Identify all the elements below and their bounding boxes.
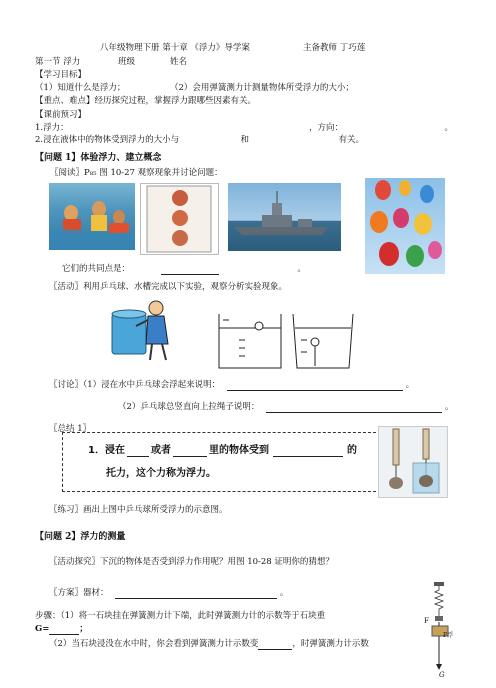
- preview-q1-direction: ，方向：: [309, 123, 344, 133]
- step-1-g-blank[interactable]: [49, 625, 79, 635]
- plan-materials-blank[interactable]: [115, 589, 277, 599]
- problem2-heading: 【问题 2】浮力的测量: [35, 532, 126, 542]
- swimmers-photo: [49, 183, 135, 250]
- reading-instruction: 〖阅读〗P₈₅ 图 10-27 观察现象并讨论问题：: [50, 168, 223, 178]
- teacher-name: 主备教师 丁巧莲: [303, 43, 366, 53]
- preview-q2-and: 和: [240, 135, 250, 145]
- summary-line-1: [88, 444, 357, 457]
- common-point-label: 它们的共同点是：: [62, 264, 131, 274]
- discussion-2: [118, 402, 453, 413]
- problem1-heading: 【问题 1】体验浮力、建立概念: [35, 153, 162, 163]
- preview-q1-label: 1.浮力：: [35, 123, 69, 133]
- goals-heading: 【学习目标】: [35, 70, 87, 80]
- name-label: 姓名: [170, 57, 188, 67]
- force-f-label: F: [424, 617, 429, 625]
- summary-blank-3[interactable]: [273, 447, 343, 457]
- preview-heading: 【课前预习】: [35, 110, 87, 120]
- preview-q1-blank[interactable]: [71, 125, 306, 134]
- summary-label: 〖总结 1〗: [49, 424, 92, 434]
- goal-item-1: （1）知道什么是浮力；: [35, 83, 126, 93]
- activity-instruction: 〖活动〗利用乒乓球、水槽完成以下实验，观察分析实验现象。: [49, 282, 288, 292]
- gravity-g-label: G: [439, 671, 445, 679]
- summary-part-a: 1．浸在: [88, 445, 125, 456]
- discussion-2-label: （2）乒乓球总竖直向上拉绳子说明：: [118, 402, 260, 412]
- beakers-diagram: [215, 312, 355, 372]
- step-2-blank[interactable]: [258, 640, 292, 650]
- warship-photo: [228, 183, 341, 251]
- class-label: 班级: [118, 57, 136, 67]
- practice-instruction: 〖练习〗画出上图中乒乓球所受浮力的示意图。: [49, 505, 228, 515]
- plan-materials: [49, 588, 288, 599]
- goal-item-2: （2）会用弹簧测力计测量物体所受浮力的大小；: [170, 83, 354, 93]
- discussion-1: [49, 380, 414, 391]
- explore-instruction: 〖活动探究〗下沉的物体是否受到浮力作用呢？用图 10-28 证明你的猜想？: [49, 557, 334, 567]
- summary-blank-2[interactable]: [173, 447, 207, 457]
- step-2-end: ，时弹簧测力计示数: [292, 639, 369, 649]
- discussion-2-end: 。: [444, 402, 454, 412]
- preview-q1: [35, 123, 453, 134]
- step-1-weight: [35, 624, 88, 635]
- summary-box: [62, 432, 386, 492]
- balloons-photo: [365, 178, 445, 274]
- step-2: [49, 639, 369, 650]
- step-1-end: ；: [79, 624, 88, 634]
- preview-q2-blank-2[interactable]: [252, 137, 336, 146]
- common-point-end: 。: [297, 264, 306, 274]
- preview-q2-end: 有关。: [338, 135, 364, 145]
- step-2-label: （2）当石块浸没在水中时，你会看到弹簧测力计示数变: [49, 639, 259, 649]
- summary-blank-1[interactable]: [127, 447, 149, 457]
- page-title: 八年级物理下册 第十章 《浮力》导学案: [100, 43, 250, 53]
- section-title: 第一节 浮力: [35, 57, 81, 67]
- preview-q1-direction-blank[interactable]: [346, 125, 442, 134]
- buoyancy-label: F浮: [443, 632, 454, 639]
- plan-materials-label: 〖方案〗器材：: [49, 588, 109, 598]
- discussion-1-blank[interactable]: [227, 381, 403, 391]
- discussion-2-blank[interactable]: [266, 403, 442, 413]
- common-point: [62, 264, 306, 275]
- balls-in-water-photo: [140, 183, 219, 255]
- summary-part-c: 里的物体受到: [208, 445, 269, 456]
- step-1-g-label: G=: [35, 624, 50, 634]
- discussion-1-label: 〖讨论〗（1）浸在水中乒乓球会浮起来说明：: [49, 380, 221, 390]
- plan-materials-end: 。: [279, 588, 289, 598]
- summary-part-d: 的: [346, 445, 357, 456]
- key-points: 【重点、难点】经历探究过程，掌握浮力跟哪些因素有关。: [35, 96, 257, 106]
- summary-line-2: 托力，这个力称为浮力。: [106, 468, 216, 479]
- common-point-blank[interactable]: [161, 265, 219, 275]
- spring-scale-photo: [378, 426, 448, 498]
- preview-q2: [35, 135, 364, 146]
- discussion-1-end: 。: [405, 380, 415, 390]
- boy-with-tank-drawing: [108, 296, 178, 364]
- preview-q2-label: 2.浸在液体中的物体受到浮力的大小与: [35, 135, 180, 145]
- summary-part-b: 或者: [150, 445, 171, 456]
- preview-q2-blank-1[interactable]: [182, 137, 238, 146]
- force-diagram: [420, 582, 460, 674]
- step-1: 步骤：（1）将一石块挂在弹簧测力计下端，此时弹簧测力计的示数等于石块重: [35, 611, 326, 621]
- preview-q1-end: 。: [444, 123, 453, 133]
